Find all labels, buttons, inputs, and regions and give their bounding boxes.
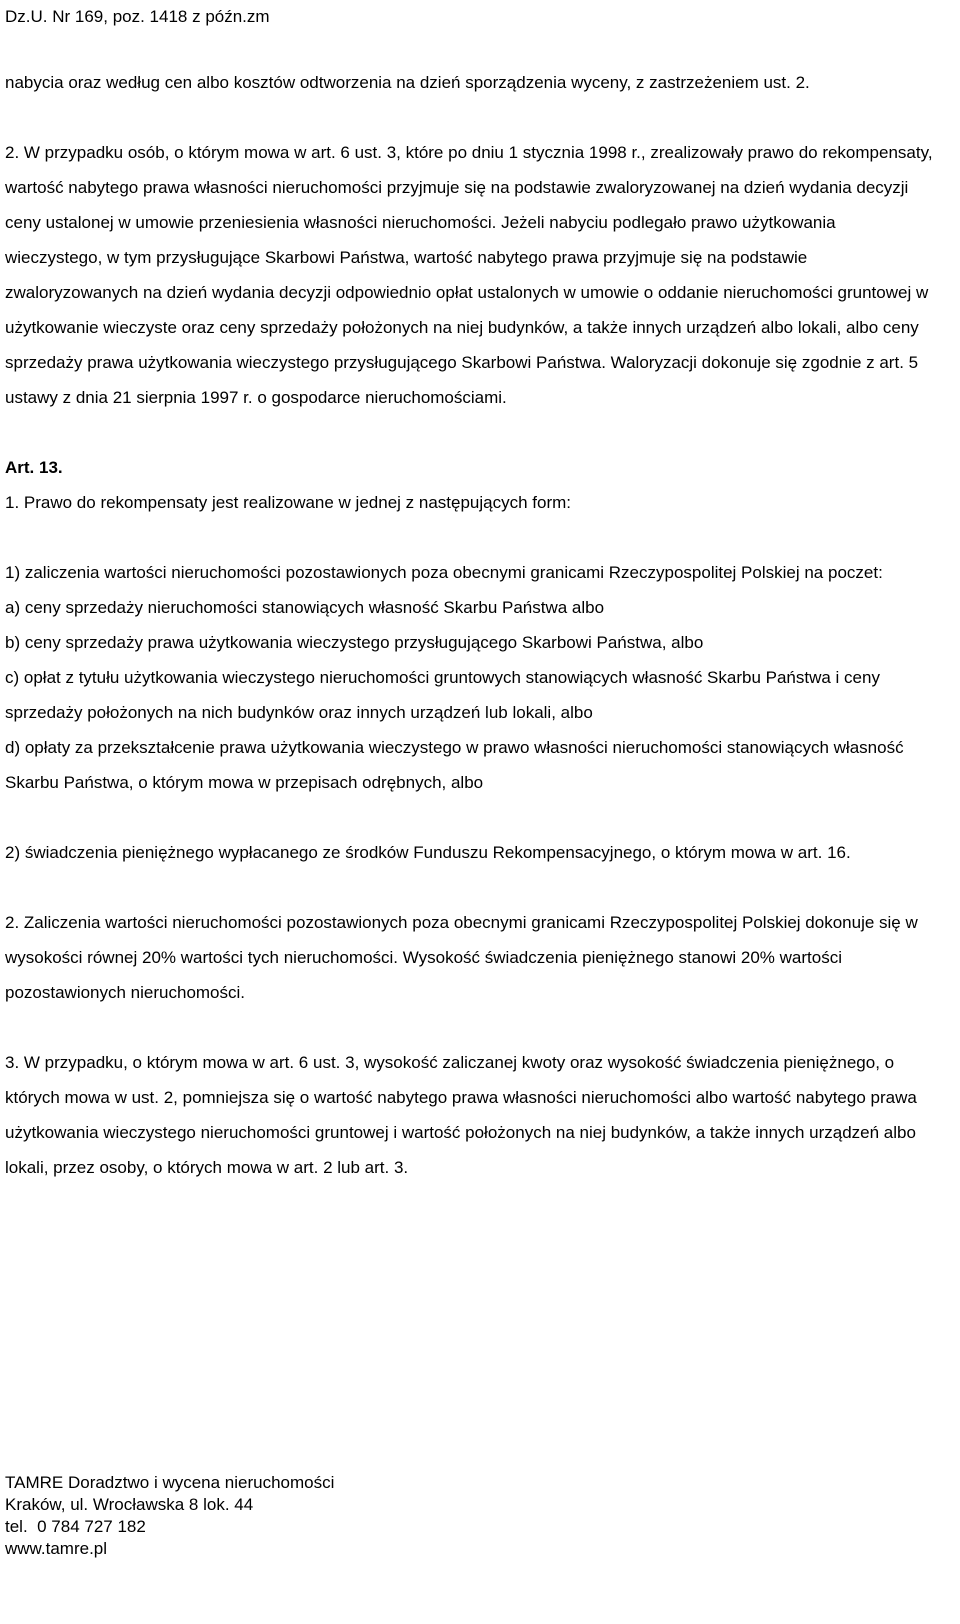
list-item-1: 1) zaliczenia wartości nieruchomości pozostawionych poza obecnymi granicami Rzeczypospolitej Polskiej na poczet: [5,563,883,582]
list-item-2: 2) świadczenia pieniężnego wypłacanego ze środków Funduszu Rekompensacyjnego, o którym mowa w art. 16. [5,843,851,862]
list-item-1c: c) opłat z tytułu użytkowania wieczystego nieruchomości gruntowych stanowiących własność Skarbu Państwa i ceny sprzedaży położonych na nich budynków oraz innych urządzeń lub lokali, albo [5,668,880,722]
article-intro: 1. Prawo do rekompensaty jest realizowane w jednej z następujących form: [5,493,572,512]
paragraph-section-2: 2. W przypadku osób, o którym mowa w art. 6 ust. 3, które po dniu 1 stycznia 1998 r., zrealizowały prawo do rekompensaty, wartość nabytego prawa własności nieruchomości przyjmuje się na podstawie zwaloryzowanej na dzień wydania decyzji ceny ustalonej w umowie przeniesienia własności nieruchomości. Jeżeli nabyciu podlegało prawo użytkowania wieczystego, w tym przysługujące Skarbowi Państwa, wartość nabytego prawa przyjmuje się na podstawie zwaloryzowanych na dzień wydania decyzji odpowiednio opłat ustalonych w umowie o oddanie nieruchomości gruntowej w użytkowanie wieczyste oraz ceny sprzedaży położonych na niej budynków, a także innych urządzeń albo lokali, albo ceny sprzedaży prawa użytkowania wieczystego przysługującego Skarbowi Państwa. Waloryzacji dokonuje się zgodnie z art. 5 ustawy z dnia 21 sierpnia 1997 r. o gospodarce nieruchomościami. [5,143,933,407]
footer-phone: tel. 0 784 727 182 [5,1517,146,1536]
list-item-1b: b) ceny sprzedaży prawa użytkowania wieczystego przysługującego Skarbowi Państwa, albo [5,633,704,652]
footer-address: Kraków, ul. Wrocławska 8 lok. 44 [5,1495,254,1514]
document-body [5,65,935,1185]
paragraph-section-2-art13: 2. Zaliczenia wartości nieruchomości pozostawionych poza obecnymi granicami Rzeczypospolitej Polskiej dokonuje się w wysokości równej 20% wartości tych nieruchomości. Wysokość świadczenia pieniężnego stanowi 20% wartości pozostawionych nieruchomości. [5,913,918,1002]
page-header [5,6,270,28]
list-item-1d: d) opłaty za przekształcenie prawa użytkowania wieczystego w prawo własności nieruchomości stanowiących własność Skarbu Państwa, o którym mowa w przepisach odrębnych, albo [5,738,904,792]
page-footer [5,1472,334,1560]
article-heading: Art. 13. [5,458,63,477]
footer-website-link[interactable]: www.tamre.pl [5,1539,108,1558]
paragraph-section-3-art13: 3. W przypadku, o którym mowa w art. 6 ust. 3, wysokość zaliczanej kwoty oraz wysokość świadczenia pieniężnego, o których mowa w ust. 2, pomniejsza się o wartość nabytego prawa własności nieruchomości albo wartość nabytego prawa użytkowania wieczystego nieruchomości gruntowej i wartość położonych na niej budynków, a także innych urządzeń albo lokali, przez osoby, o których mowa w art. 2 lub art. 3. [5,1053,917,1177]
paragraph-continuation: nabycia oraz według cen albo kosztów odtworzenia na dzień sporządzenia wyceny, z zastrzeżeniem ust. 2. [5,73,810,92]
citation-header: Dz.U. Nr 169, poz. 1418 z późn.zm [5,7,270,26]
footer-company: TAMRE Doradztwo i wycena nieruchomości [5,1473,335,1492]
list-item-1a: a) ceny sprzedaży nieruchomości stanowiących własność Skarbu Państwa albo [5,598,605,617]
